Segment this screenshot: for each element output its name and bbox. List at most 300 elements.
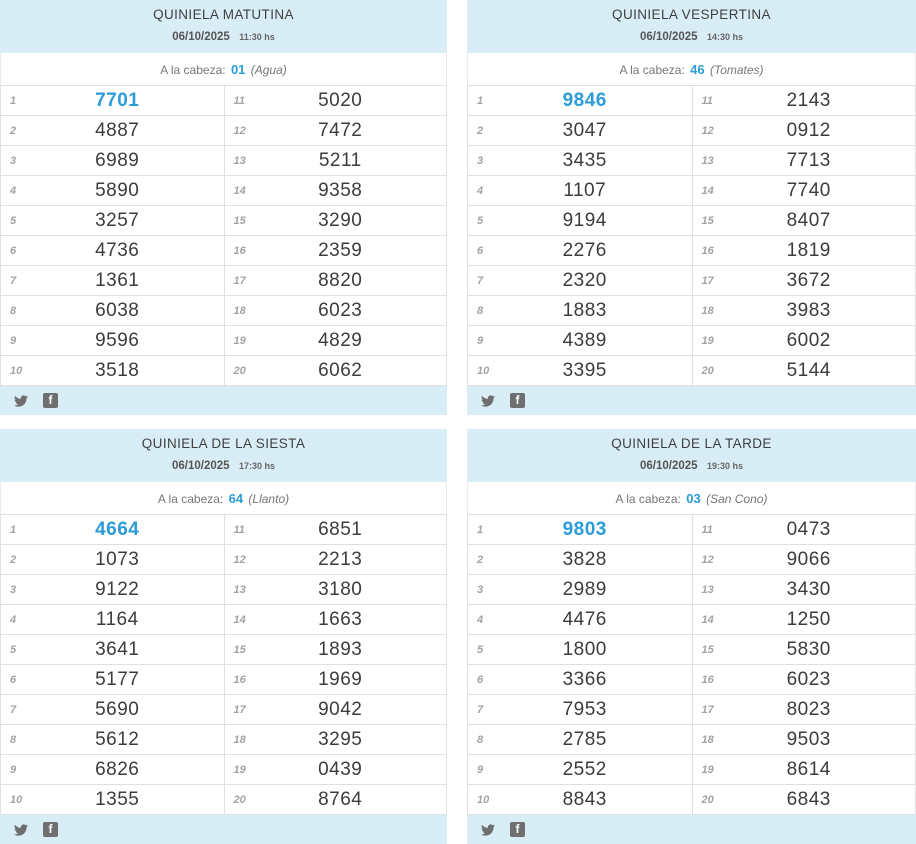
position-label: 1 xyxy=(10,94,17,107)
position-label: 18 xyxy=(701,304,714,317)
result-row xyxy=(693,665,916,695)
head-number: 64 xyxy=(228,491,244,506)
head-label: A la cabeza: xyxy=(615,492,681,506)
result-row xyxy=(693,266,916,296)
result-row xyxy=(1,695,224,725)
result-number: 8614 xyxy=(786,758,831,780)
result-number: 4736 xyxy=(95,239,140,261)
draw-time: 19:30 hs xyxy=(706,461,744,471)
head-number: 46 xyxy=(690,62,705,77)
result-number: 2989 xyxy=(562,578,607,600)
result-number: 1073 xyxy=(95,548,140,570)
position-label: 7 xyxy=(477,274,484,287)
position-label: 20 xyxy=(233,364,246,377)
result-number: 3257 xyxy=(95,209,140,231)
position-label: 9 xyxy=(477,763,484,776)
result-row xyxy=(468,86,692,116)
result-row xyxy=(693,116,916,146)
result-number: 8820 xyxy=(318,269,363,291)
position-label: 9 xyxy=(10,763,17,776)
result-row xyxy=(225,206,447,236)
facebook-share-icon[interactable]: f xyxy=(43,393,58,408)
position-label: 13 xyxy=(233,583,246,596)
results-column-11-20 xyxy=(692,86,916,386)
result-row xyxy=(225,326,447,356)
panel-quiniela-matutina xyxy=(0,0,447,415)
panel-header xyxy=(467,0,916,53)
result-row xyxy=(1,206,224,236)
result-row xyxy=(225,146,447,176)
result-row xyxy=(693,575,916,605)
result-number: 1893 xyxy=(318,638,363,660)
result-row xyxy=(693,176,916,206)
share-bar xyxy=(0,386,447,415)
result-row xyxy=(1,236,224,266)
result-row xyxy=(225,296,447,326)
result-number: 3983 xyxy=(786,299,831,321)
position-label: 2 xyxy=(10,553,17,566)
result-number: 2552 xyxy=(562,758,607,780)
result-number: 1361 xyxy=(95,269,140,291)
position-label: 15 xyxy=(233,643,246,656)
draw-date: 06/10/2025 xyxy=(639,460,698,472)
result-number: 1107 xyxy=(563,179,607,201)
position-label: 16 xyxy=(701,673,714,686)
result-row xyxy=(225,236,447,266)
position-label: 7 xyxy=(10,274,17,287)
result-number: 5690 xyxy=(95,698,140,720)
result-number: 3828 xyxy=(562,548,607,570)
result-number: 2143 xyxy=(786,89,831,111)
head-number-line xyxy=(0,482,447,515)
result-number: 0473 xyxy=(786,518,831,540)
panel-quiniela-vespertina xyxy=(467,0,916,415)
result-number: 9194 xyxy=(562,209,607,231)
position-label: 17 xyxy=(701,274,714,287)
panel-title: QUINIELA DE LA TARDE xyxy=(611,436,772,451)
position-label: 5 xyxy=(477,643,484,656)
result-number: 8843 xyxy=(562,788,607,810)
head-label: A la cabeza: xyxy=(160,63,226,77)
result-number: 9596 xyxy=(95,329,140,351)
position-label: 19 xyxy=(701,763,714,776)
panel-quiniela-tarde xyxy=(467,429,916,844)
position-label: 3 xyxy=(477,154,484,167)
result-row xyxy=(1,326,224,356)
result-row xyxy=(468,515,692,545)
panel-title: QUINIELA DE LA SIESTA xyxy=(141,436,306,451)
head-number-line xyxy=(467,482,916,515)
result-number: 6843 xyxy=(786,788,831,810)
result-row xyxy=(693,545,916,575)
result-number: 1883 xyxy=(562,299,607,321)
result-number: 3518 xyxy=(95,359,140,381)
twitter-share-icon[interactable] xyxy=(12,822,29,837)
position-label: 3 xyxy=(10,583,17,596)
results-table xyxy=(0,86,447,386)
result-number: 9846 xyxy=(562,89,607,111)
result-number: 5612 xyxy=(95,728,140,750)
result-number: 1164 xyxy=(95,608,139,630)
result-row xyxy=(468,665,692,695)
position-label: 14 xyxy=(233,184,246,197)
result-number: 7740 xyxy=(786,179,831,201)
position-label: 18 xyxy=(701,733,714,746)
head-number: 01 xyxy=(230,62,246,77)
result-row xyxy=(468,545,692,575)
position-label: 20 xyxy=(233,793,246,806)
position-label: 16 xyxy=(233,673,246,686)
position-label: 4 xyxy=(477,613,484,626)
result-number: 2320 xyxy=(562,269,607,291)
result-row xyxy=(1,665,224,695)
position-label: 13 xyxy=(233,154,246,167)
result-row xyxy=(1,545,224,575)
position-label: 11 xyxy=(701,523,713,536)
result-number: 9066 xyxy=(786,548,831,570)
head-label: A la cabeza: xyxy=(157,492,224,506)
result-row xyxy=(468,785,692,815)
draw-dateline xyxy=(467,27,916,45)
result-row xyxy=(1,575,224,605)
panel-quiniela-siesta xyxy=(0,429,447,844)
result-row xyxy=(225,266,447,296)
position-label: 18 xyxy=(233,733,246,746)
position-label: 18 xyxy=(233,304,246,317)
position-label: 14 xyxy=(701,184,714,197)
result-row xyxy=(1,725,224,755)
result-number: 4887 xyxy=(95,119,140,141)
position-label: 9 xyxy=(10,334,17,347)
result-row xyxy=(225,545,447,575)
result-row xyxy=(1,635,224,665)
result-number: 7472 xyxy=(318,119,363,141)
results-column-1-10 xyxy=(468,86,692,386)
position-label: 10 xyxy=(10,793,23,806)
result-number: 5177 xyxy=(95,668,140,690)
position-label: 6 xyxy=(10,244,17,257)
result-number: 6002 xyxy=(786,329,831,351)
draw-dateline xyxy=(0,456,447,474)
facebook-share-icon[interactable]: f xyxy=(510,393,525,408)
result-row xyxy=(693,326,916,356)
result-row xyxy=(1,296,224,326)
result-row xyxy=(468,575,692,605)
position-label: 15 xyxy=(233,214,246,227)
result-number: 8023 xyxy=(786,698,831,720)
result-row xyxy=(225,785,447,815)
position-label: 6 xyxy=(477,244,484,257)
head-number-line xyxy=(467,53,916,86)
facebook-share-icon[interactable]: f xyxy=(43,822,58,837)
result-row xyxy=(468,146,692,176)
result-row xyxy=(225,176,447,206)
panel-header xyxy=(0,429,447,482)
draw-time: 14:30 hs xyxy=(706,32,744,42)
result-number: 3430 xyxy=(786,578,831,600)
result-number: 0439 xyxy=(318,758,363,780)
result-number: 4476 xyxy=(562,608,607,630)
draw-date: 06/10/2025 xyxy=(171,460,230,472)
result-number: 3641 xyxy=(95,638,140,660)
results-column-1-10 xyxy=(1,515,224,815)
result-row xyxy=(1,755,224,785)
result-row xyxy=(1,356,224,386)
result-row xyxy=(693,206,916,236)
position-label: 4 xyxy=(10,613,17,626)
position-label: 20 xyxy=(701,364,714,377)
head-meaning: (San Cono) xyxy=(706,492,768,506)
result-number: 6851 xyxy=(318,518,363,540)
results-column-11-20 xyxy=(692,515,916,815)
position-label: 12 xyxy=(233,124,246,137)
panel-header xyxy=(467,429,916,482)
result-row xyxy=(468,695,692,725)
position-label: 10 xyxy=(10,364,23,377)
result-number: 7701 xyxy=(95,89,140,111)
result-row xyxy=(225,665,447,695)
position-label: 15 xyxy=(701,643,714,656)
result-row xyxy=(693,146,916,176)
result-row xyxy=(225,605,447,635)
position-label: 1 xyxy=(10,523,17,536)
share-bar xyxy=(467,386,916,415)
head-meaning: (Llanto) xyxy=(248,492,290,506)
position-label: 1 xyxy=(477,523,484,536)
result-row xyxy=(468,326,692,356)
result-number: 7713 xyxy=(786,149,831,171)
result-number: 6062 xyxy=(318,359,363,381)
share-bar xyxy=(467,815,916,844)
result-number: 1250 xyxy=(786,608,831,630)
result-number: 8407 xyxy=(786,209,831,231)
result-number: 6038 xyxy=(95,299,140,321)
head-number: 03 xyxy=(686,491,701,506)
result-row xyxy=(225,695,447,725)
result-number: 5020 xyxy=(318,89,363,111)
result-row xyxy=(693,86,916,116)
position-label: 3 xyxy=(10,154,17,167)
result-number: 9042 xyxy=(318,698,363,720)
result-number: 9122 xyxy=(95,578,140,600)
result-number: 2213 xyxy=(318,548,363,570)
result-number: 5830 xyxy=(786,638,831,660)
position-label: 4 xyxy=(10,184,17,197)
result-number: 2785 xyxy=(562,728,607,750)
result-row xyxy=(693,695,916,725)
result-row xyxy=(468,206,692,236)
position-label: 5 xyxy=(477,214,484,227)
position-label: 8 xyxy=(10,304,17,317)
result-row xyxy=(225,116,447,146)
result-row xyxy=(1,146,224,176)
result-row xyxy=(225,755,447,785)
position-label: 8 xyxy=(477,733,484,746)
position-label: 17 xyxy=(233,274,246,287)
position-label: 8 xyxy=(477,304,484,317)
result-number: 3047 xyxy=(562,119,607,141)
results-column-1-10 xyxy=(1,86,224,386)
draw-time: 11:30 hs xyxy=(239,32,275,42)
position-label: 6 xyxy=(477,673,484,686)
result-row xyxy=(468,176,692,206)
position-label: 14 xyxy=(701,613,714,626)
result-number: 2359 xyxy=(318,239,363,261)
result-number: 3366 xyxy=(562,668,607,690)
position-label: 10 xyxy=(477,793,490,806)
panel-header xyxy=(0,0,447,53)
position-label: 6 xyxy=(10,673,17,686)
position-label: 10 xyxy=(477,364,490,377)
result-row xyxy=(1,176,224,206)
result-number: 1800 xyxy=(562,638,607,660)
position-label: 17 xyxy=(233,703,246,716)
result-number: 1819 xyxy=(786,239,831,261)
position-label: 3 xyxy=(477,583,484,596)
position-label: 16 xyxy=(701,244,714,257)
result-number: 4389 xyxy=(562,329,607,351)
result-number: 6023 xyxy=(786,668,831,690)
panel-title: QUINIELA MATUTINA xyxy=(153,7,294,22)
result-row xyxy=(1,116,224,146)
results-column-11-20 xyxy=(224,86,447,386)
position-label: 1 xyxy=(477,94,484,107)
position-label: 19 xyxy=(233,763,246,776)
result-row xyxy=(1,266,224,296)
position-label: 20 xyxy=(701,793,714,806)
position-label: 5 xyxy=(10,214,17,227)
result-row xyxy=(693,755,916,785)
result-row xyxy=(693,236,916,266)
result-number: 5211 xyxy=(318,149,362,171)
result-number: 4664 xyxy=(95,518,140,540)
result-number: 7953 xyxy=(562,698,607,720)
result-number: 4829 xyxy=(318,329,363,351)
position-label: 16 xyxy=(233,244,246,257)
position-label: 7 xyxy=(10,703,17,716)
facebook-share-icon[interactable]: f xyxy=(510,822,525,837)
head-meaning: (Tomates) xyxy=(709,63,764,77)
position-label: 13 xyxy=(701,154,714,167)
result-row xyxy=(1,605,224,635)
position-label: 11 xyxy=(701,94,713,107)
result-row xyxy=(693,635,916,665)
draw-date: 06/10/2025 xyxy=(172,31,230,43)
result-number: 1663 xyxy=(318,608,363,630)
twitter-share-icon[interactable] xyxy=(479,822,496,837)
results-table xyxy=(467,86,916,386)
result-row xyxy=(225,575,447,605)
head-number-line xyxy=(0,53,447,86)
result-number: 6826 xyxy=(95,758,140,780)
draw-date: 06/10/2025 xyxy=(639,31,698,43)
result-number: 6989 xyxy=(95,149,140,171)
twitter-share-icon[interactable] xyxy=(479,393,496,408)
result-row xyxy=(225,356,447,386)
position-label: 7 xyxy=(477,703,484,716)
position-label: 12 xyxy=(233,553,246,566)
position-label: 11 xyxy=(233,523,245,536)
position-label: 12 xyxy=(701,553,714,566)
result-number: 1355 xyxy=(95,788,140,810)
result-row xyxy=(693,515,916,545)
position-label: 14 xyxy=(233,613,246,626)
position-label: 8 xyxy=(10,733,17,746)
result-row xyxy=(693,605,916,635)
draw-dateline xyxy=(0,27,447,45)
result-row xyxy=(1,785,224,815)
head-label: A la cabeza: xyxy=(619,63,685,77)
twitter-share-icon[interactable] xyxy=(12,393,29,408)
position-label: 5 xyxy=(10,643,17,656)
share-bar xyxy=(0,815,447,844)
result-number: 2276 xyxy=(562,239,607,261)
result-number: 6023 xyxy=(318,299,363,321)
result-row xyxy=(693,356,916,386)
result-row xyxy=(468,266,692,296)
result-row xyxy=(468,635,692,665)
position-label: 19 xyxy=(233,334,246,347)
result-row xyxy=(468,236,692,266)
result-row xyxy=(468,296,692,326)
result-number: 5890 xyxy=(95,179,140,201)
position-label: 15 xyxy=(701,214,714,227)
result-row xyxy=(468,605,692,635)
position-label: 9 xyxy=(477,334,484,347)
result-row xyxy=(693,296,916,326)
result-row xyxy=(225,635,447,665)
position-label: 4 xyxy=(477,184,484,197)
result-number: 3435 xyxy=(562,149,607,171)
result-number: 8764 xyxy=(318,788,363,810)
result-row xyxy=(225,725,447,755)
result-row xyxy=(1,86,224,116)
result-number: 9358 xyxy=(318,179,363,201)
result-number: 9503 xyxy=(786,728,831,750)
result-number: 3295 xyxy=(318,728,363,750)
result-number: 1969 xyxy=(318,668,363,690)
results-column-11-20 xyxy=(224,515,447,815)
result-number: 5144 xyxy=(786,359,831,381)
position-label: 2 xyxy=(477,124,484,137)
result-row xyxy=(468,116,692,146)
head-meaning: (Agua) xyxy=(250,63,287,77)
results-column-1-10 xyxy=(468,515,692,815)
position-label: 19 xyxy=(701,334,714,347)
result-row xyxy=(693,785,916,815)
position-label: 12 xyxy=(701,124,714,137)
position-label: 2 xyxy=(477,553,484,566)
results-table xyxy=(0,515,447,815)
result-row xyxy=(225,515,447,545)
position-label: 2 xyxy=(10,124,17,137)
result-row xyxy=(468,725,692,755)
result-row xyxy=(468,356,692,386)
result-number: 3395 xyxy=(562,359,607,381)
result-number: 9803 xyxy=(562,518,607,540)
results-table xyxy=(467,515,916,815)
position-label: 17 xyxy=(701,703,714,716)
result-number: 3290 xyxy=(318,209,363,231)
result-row xyxy=(693,725,916,755)
position-label: 13 xyxy=(701,583,714,596)
result-number: 3672 xyxy=(786,269,831,291)
result-row xyxy=(468,755,692,785)
result-row xyxy=(1,515,224,545)
result-number: 3180 xyxy=(318,578,363,600)
panel-title: QUINIELA VESPERTINA xyxy=(612,7,771,22)
position-label: 11 xyxy=(233,94,245,107)
